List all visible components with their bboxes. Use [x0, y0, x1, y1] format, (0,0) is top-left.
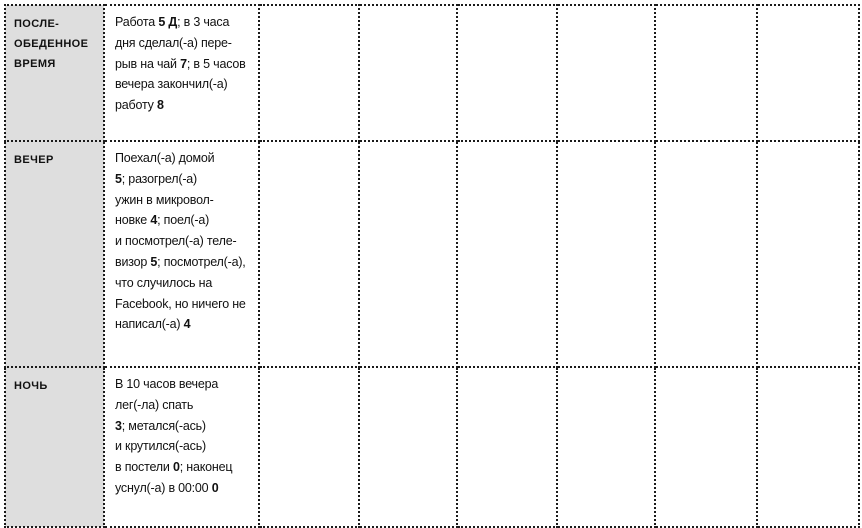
- blank-cell[interactable]: [655, 141, 757, 367]
- row-label: [5, 141, 104, 367]
- blank-cell[interactable]: [457, 141, 557, 367]
- activity-entry: [104, 5, 259, 141]
- rating-value: 3: [115, 418, 122, 433]
- entry-line: [115, 478, 254, 499]
- entry-text: Facebook, но ничего не: [115, 296, 246, 311]
- blank-cell[interactable]: [557, 141, 655, 367]
- entry-text: вечера закончил(-а): [115, 77, 228, 92]
- entry-line: [115, 314, 254, 335]
- table-row: [5, 5, 859, 141]
- entry-text: ужин в микровол-: [115, 192, 214, 207]
- blank-cell[interactable]: [359, 367, 457, 527]
- table-body: [5, 5, 859, 527]
- entry-line: [115, 416, 254, 437]
- row-label: [5, 367, 104, 527]
- entry-text: уснул(-а) в 00:00: [115, 480, 212, 495]
- entry-text: что случилось на: [115, 275, 213, 290]
- entry-text: Поехал(-а) домой: [115, 151, 215, 165]
- entry-line: [115, 436, 254, 457]
- rating-value: 4: [183, 317, 191, 332]
- entry-line: [115, 252, 254, 273]
- entry-line: [115, 231, 254, 252]
- blank-cell[interactable]: [259, 367, 359, 527]
- entry-text: написал(-а): [115, 317, 184, 332]
- blank-cell[interactable]: [359, 141, 457, 367]
- rating-value: 5: [115, 171, 122, 186]
- rating-value: 5: [150, 254, 158, 269]
- entry-line: [115, 457, 254, 478]
- activity-log-table: [4, 4, 860, 528]
- entry-text: ; разогрел(-а): [121, 171, 197, 186]
- rating-value: 5 Д: [158, 15, 178, 29]
- entry-text: и посмотрел(-а) теле-: [115, 234, 237, 249]
- entry-line: [115, 95, 254, 116]
- entry-text: В 10 часов вечера: [115, 377, 219, 391]
- entry-line: [115, 395, 254, 416]
- entry-text: и крутился(-ась): [115, 439, 207, 454]
- entry-text: лег(-ла) спать: [115, 397, 194, 412]
- blank-cell[interactable]: [557, 367, 655, 527]
- blank-cell[interactable]: [655, 5, 757, 141]
- entry-line: [115, 12, 254, 33]
- blank-cell[interactable]: [259, 141, 359, 367]
- entry-line: [115, 54, 254, 75]
- blank-cell[interactable]: [359, 5, 457, 141]
- rating-value: 7: [180, 56, 187, 71]
- blank-cell[interactable]: [259, 5, 359, 141]
- rating-value: 8: [156, 98, 164, 113]
- blank-cell[interactable]: [757, 141, 859, 367]
- blank-cell[interactable]: [457, 367, 557, 527]
- row-label-line: ПОСЛЕ-: [14, 18, 60, 30]
- row-label-line: ВЕЧЕР: [14, 154, 54, 166]
- row-label: [5, 5, 104, 141]
- blank-cell[interactable]: [655, 367, 757, 527]
- entry-text: ; поел(-а): [157, 213, 210, 228]
- entry-line: [115, 148, 254, 169]
- table-row: [5, 367, 859, 527]
- entry-text: ; в 5 часов: [186, 56, 246, 71]
- entry-line: [115, 294, 254, 315]
- entry-line: [115, 33, 254, 54]
- row-label-line: ОБЕДЕННОЕ: [14, 38, 89, 50]
- blank-cell[interactable]: [757, 5, 859, 141]
- entry-text: в постели: [115, 460, 173, 475]
- activity-entry: [104, 367, 259, 527]
- blank-cell[interactable]: [757, 367, 859, 527]
- entry-text: ; посмотрел(-а),: [157, 254, 246, 269]
- entry-line: [115, 273, 254, 294]
- table-row: [5, 141, 859, 367]
- entry-text: визор: [115, 254, 151, 269]
- activity-entry: [104, 141, 259, 367]
- entry-line: [115, 210, 254, 231]
- row-label-line: ВРЕМЯ: [14, 58, 56, 70]
- entry-text: ; наконец: [179, 460, 233, 475]
- entry-text: ; метался(-ась): [121, 418, 206, 433]
- entry-text: Работа: [115, 15, 159, 29]
- rating-value: 0: [172, 460, 180, 475]
- rating-value: 4: [150, 213, 158, 228]
- row-label-line: НОЧЬ: [14, 380, 48, 392]
- blank-cell[interactable]: [557, 5, 655, 141]
- entry-text: ; в 3 часа: [177, 15, 230, 29]
- entry-line: [115, 190, 254, 211]
- entry-line: [115, 374, 254, 395]
- entry-text: дня сделал(-а) пере-: [115, 35, 232, 50]
- rating-value: 0: [211, 480, 219, 495]
- entry-line: [115, 74, 254, 95]
- blank-cell[interactable]: [457, 5, 557, 141]
- entry-text: новке: [115, 213, 151, 228]
- entry-line: [115, 169, 254, 190]
- entry-text: работу: [115, 98, 157, 113]
- entry-text: рыв на чай: [115, 56, 181, 71]
